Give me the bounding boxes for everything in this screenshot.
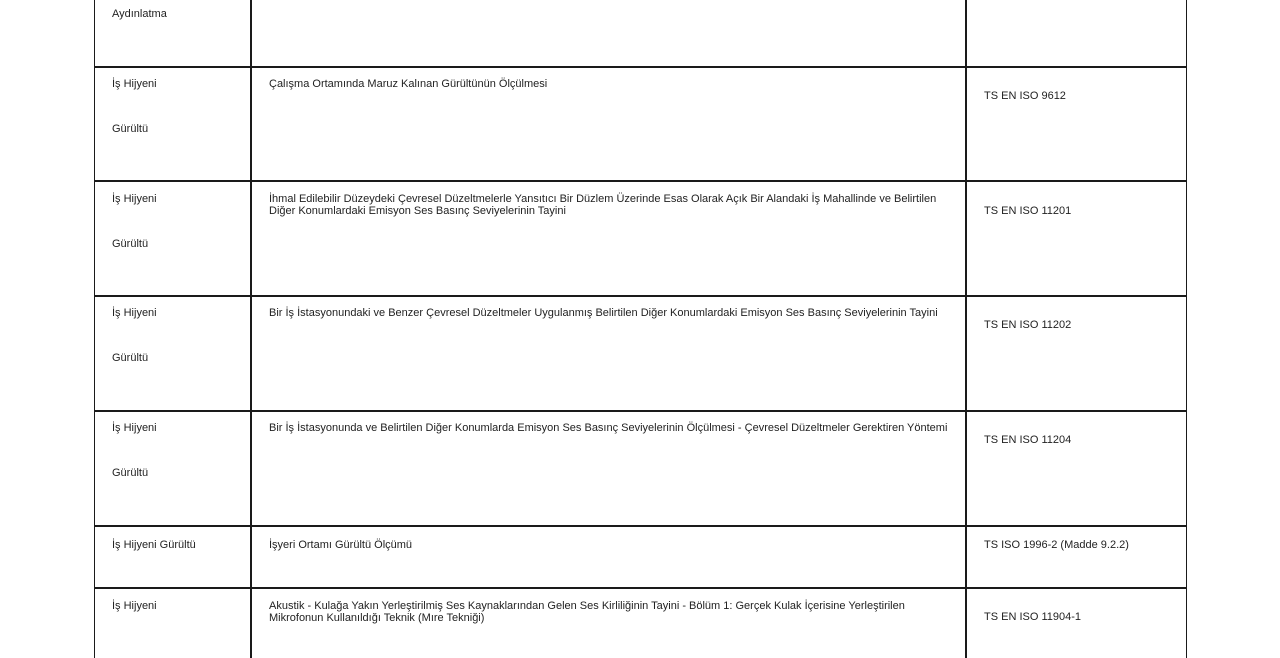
table-cell-category: İş Hijyeni xyxy=(112,307,157,319)
column-divider xyxy=(965,0,967,658)
row-divider xyxy=(94,410,1187,412)
row-divider xyxy=(94,525,1187,527)
column-divider xyxy=(250,0,252,658)
table-cell-standard: TS EN ISO 11204 xyxy=(984,434,1072,446)
table-cell-category: İş Hijyeni xyxy=(112,422,157,434)
table-cell-method: İşyeri Ortamı Gürültü Ölçümü xyxy=(269,539,413,551)
table-cell-standard: TS EN ISO 11904-1 xyxy=(984,611,1082,623)
table-cell-standard: TS EN ISO 11201 xyxy=(984,205,1072,217)
table-cell-category: İş Hijyeni xyxy=(112,193,157,205)
table-cell-standard: TS ISO 1996-2 (Madde 9.2.2) xyxy=(984,539,1129,551)
table-cell-subcategory: Gürültü xyxy=(112,467,149,479)
table-cell-category: İş Hijyeni xyxy=(112,600,157,612)
table-cell-category: İş Hijyeni Gürültü xyxy=(112,539,196,551)
table-cell-method: İhmal Edilebilir Düzeydeki Çevresel Düzeltmelerle Yansıtıcı Bir Düzlem Üzerinde Esas Olarak Açık Bir Alandaki İş Mahallinde ve Belirtilen Diğer Konumlardaki Emisyon Ses Basınç Seviyelerinin Tayini xyxy=(269,193,937,217)
table-cell-method: Bir İş İstasyonundaki ve Benzer Çevresel Düzeltmeler Uygulanmış Belirtilen Diğer Konumlardaki Emisyon Ses Basınç Seviyelerinin Tayini xyxy=(269,307,938,319)
table-cell-category: İş Hijyeni xyxy=(112,78,157,90)
table-cell-method: Akustik - Kulağa Yakın Yerleştirilmiş Ses Kaynaklarından Gelen Ses Kirliliğinin Tayini - Bölüm 1: Gerçek Kulak İçerisine Yerleştirilen Mikrofonun Kullanıldığı Teknik (Mıre Tekniği) xyxy=(269,600,905,624)
table-cell-standard: TS EN ISO 9612 xyxy=(984,90,1066,102)
table-cell-category: Aydınlatma xyxy=(112,8,167,20)
table-cell-subcategory: Gürültü xyxy=(112,123,149,135)
table-cell-standard: TS EN ISO 11202 xyxy=(984,319,1072,331)
row-divider xyxy=(94,295,1187,297)
row-divider xyxy=(94,180,1187,182)
row-divider xyxy=(94,66,1187,68)
table-cell-subcategory: Gürültü xyxy=(112,352,149,364)
table-cell-method: Bir İş İstasyonunda ve Belirtilen Diğer Konumlarda Emisyon Ses Basınç Seviyelerinin Ölçülmesi - Çevresel Düzeltmeler Gerektiren Yöntemi xyxy=(269,422,948,434)
table-cell-method: Çalışma Ortamında Maruz Kalınan Gürültünün Ölçülmesi xyxy=(269,78,548,90)
table-cell-subcategory: Gürültü xyxy=(112,238,149,250)
row-divider xyxy=(94,587,1187,589)
